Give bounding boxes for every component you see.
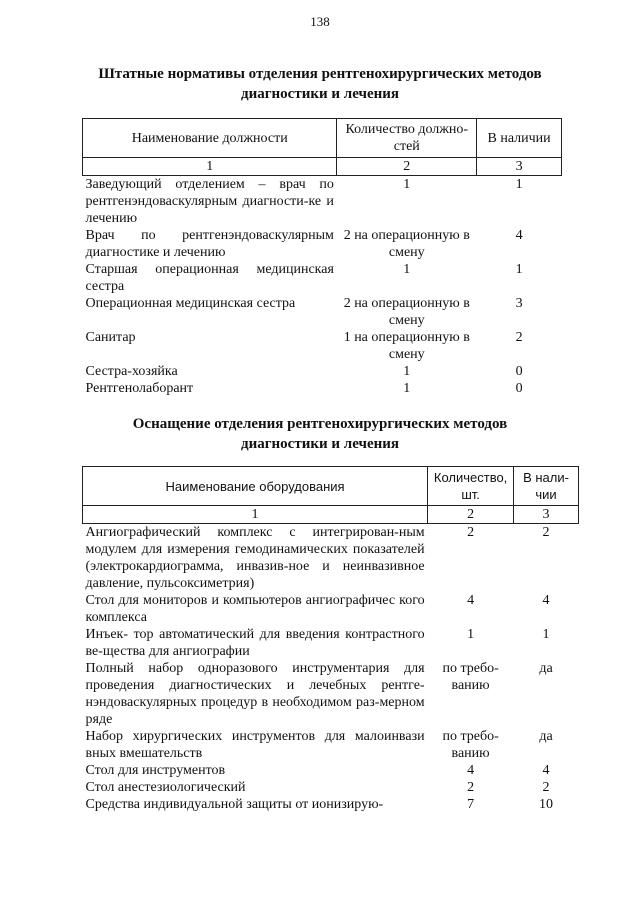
staffing-header-quantity: Количество должно-стей <box>337 119 477 158</box>
position-quantity: 2 на операционную в смену <box>343 296 470 328</box>
position-quantity: 1 на операционную в смену <box>343 330 470 362</box>
column-number: 1 <box>83 506 428 524</box>
position-name: Заведующий отделением – врач по рентгенэндоваскулярным диагности-ке и лечению <box>85 177 334 226</box>
equipment-name: Средства индивидуальной защиты от ионизирую- <box>85 797 384 812</box>
equipment-column-numbers <box>83 506 579 524</box>
column-number: 3 <box>477 158 562 176</box>
equipment-available: да <box>539 661 553 676</box>
position-quantity: 1 <box>403 364 411 379</box>
position-name: Старшая операционная медицинская сестра <box>85 262 334 294</box>
table-row <box>83 329 562 363</box>
table-row <box>83 796 579 813</box>
staffing-header-available: В наличии <box>477 119 562 158</box>
equipment-available: 4 <box>542 593 550 608</box>
position-name: Врач по рентгенэндоваскулярным диагностике и лечению <box>85 228 334 260</box>
table-row <box>83 261 562 295</box>
position-available: 0 <box>515 381 523 396</box>
section1-title-line2: диагностики и лечения <box>241 86 399 102</box>
table-row <box>83 762 579 779</box>
equipment-quantity: по требо-ванию <box>442 729 499 761</box>
equipment-available: 4 <box>542 763 550 778</box>
equipment-quantity: 1 <box>467 627 475 642</box>
table-row <box>83 524 579 593</box>
equipment-available: 10 <box>539 797 554 812</box>
section2-title-line2: диагностики и лечения <box>241 436 399 452</box>
column-number: 1 <box>83 158 337 176</box>
table-row <box>83 227 562 261</box>
position-available: 0 <box>515 364 523 379</box>
equipment-name: Ангиографический комплекс с интегрирован-ным модулем для измерения гемодинамических показателей (электрокардиограмма, инвазив-ное и неинвазивное давление, пульсоксиметрия) <box>85 525 425 591</box>
equipment-quantity: 4 <box>467 593 475 608</box>
equipment-name: Стол анестезиологический <box>85 780 246 795</box>
position-available: 2 <box>515 330 523 345</box>
equipment-available: 2 <box>542 780 550 795</box>
position-name: Рентгенолаборант <box>85 381 194 396</box>
position-available: 1 <box>515 262 523 277</box>
position-name: Санитар <box>85 330 136 345</box>
staffing-table <box>82 118 562 397</box>
equipment-header-available: В нали-чии <box>514 467 579 506</box>
equipment-quantity: 2 <box>467 780 475 795</box>
section1-title-line1: Штатные нормативы отделения рентгенохирургических методов <box>98 66 542 82</box>
staffing-header-position: Наименование должности <box>83 119 337 158</box>
equipment-name: Стол для инструментов <box>85 763 226 778</box>
table-row <box>83 380 562 397</box>
equipment-table <box>82 466 579 813</box>
position-quantity: 2 на операционную в смену <box>343 228 470 260</box>
equipment-header-name: Наименование оборудования <box>83 467 428 506</box>
position-quantity: 1 <box>403 262 411 277</box>
position-quantity: 1 <box>403 381 411 396</box>
column-number: 2 <box>337 158 477 176</box>
equipment-name: Стол для мониторов и компьютеров ангиографичес кого комплекса <box>85 593 425 625</box>
equipment-quantity: 4 <box>467 763 475 778</box>
equipment-quantity: 2 <box>467 525 475 540</box>
table-row <box>83 779 579 796</box>
position-quantity: 1 <box>403 177 411 192</box>
equipment-name: Полный набор одноразового инструментария для проведения диагностических и лечебных рентге-нэндоваскулярных процедур в необходимом раз-мерном ряде <box>85 661 425 727</box>
page-number: 138 <box>310 14 330 29</box>
section1-title <box>0 64 640 104</box>
position-available: 4 <box>515 228 523 243</box>
equipment-available: да <box>539 729 553 744</box>
position-available: 1 <box>515 177 523 192</box>
table-row <box>83 363 562 380</box>
equipment-name: Инъек- тор автоматический для введения контрастного ве-щества для ангиографии <box>85 627 425 659</box>
section2-title <box>0 414 640 454</box>
equipment-quantity: 7 <box>467 797 475 812</box>
position-name: Сестра-хозяйка <box>85 364 178 379</box>
column-number: 3 <box>514 506 579 524</box>
equipment-name: Набор хирургических инструментов для малоинвази вных вмешательств <box>85 729 425 761</box>
table-row <box>83 176 562 228</box>
section2-title-line1: Оснащение отделения рентгенохирургических методов <box>132 416 508 432</box>
equipment-quantity: по требо-ванию <box>442 661 499 693</box>
position-name: Операционная медицинская сестра <box>85 296 296 311</box>
equipment-header-quantity: Количество, шт. <box>428 467 514 506</box>
column-number: 2 <box>428 506 514 524</box>
position-available: 3 <box>515 296 523 311</box>
table-row <box>83 728 579 762</box>
table-row <box>83 626 579 660</box>
table-row <box>83 295 562 329</box>
equipment-available: 1 <box>542 627 550 642</box>
staffing-column-numbers <box>83 158 562 176</box>
table-row <box>83 592 579 626</box>
equipment-available: 2 <box>542 525 550 540</box>
table-row <box>83 660 579 728</box>
